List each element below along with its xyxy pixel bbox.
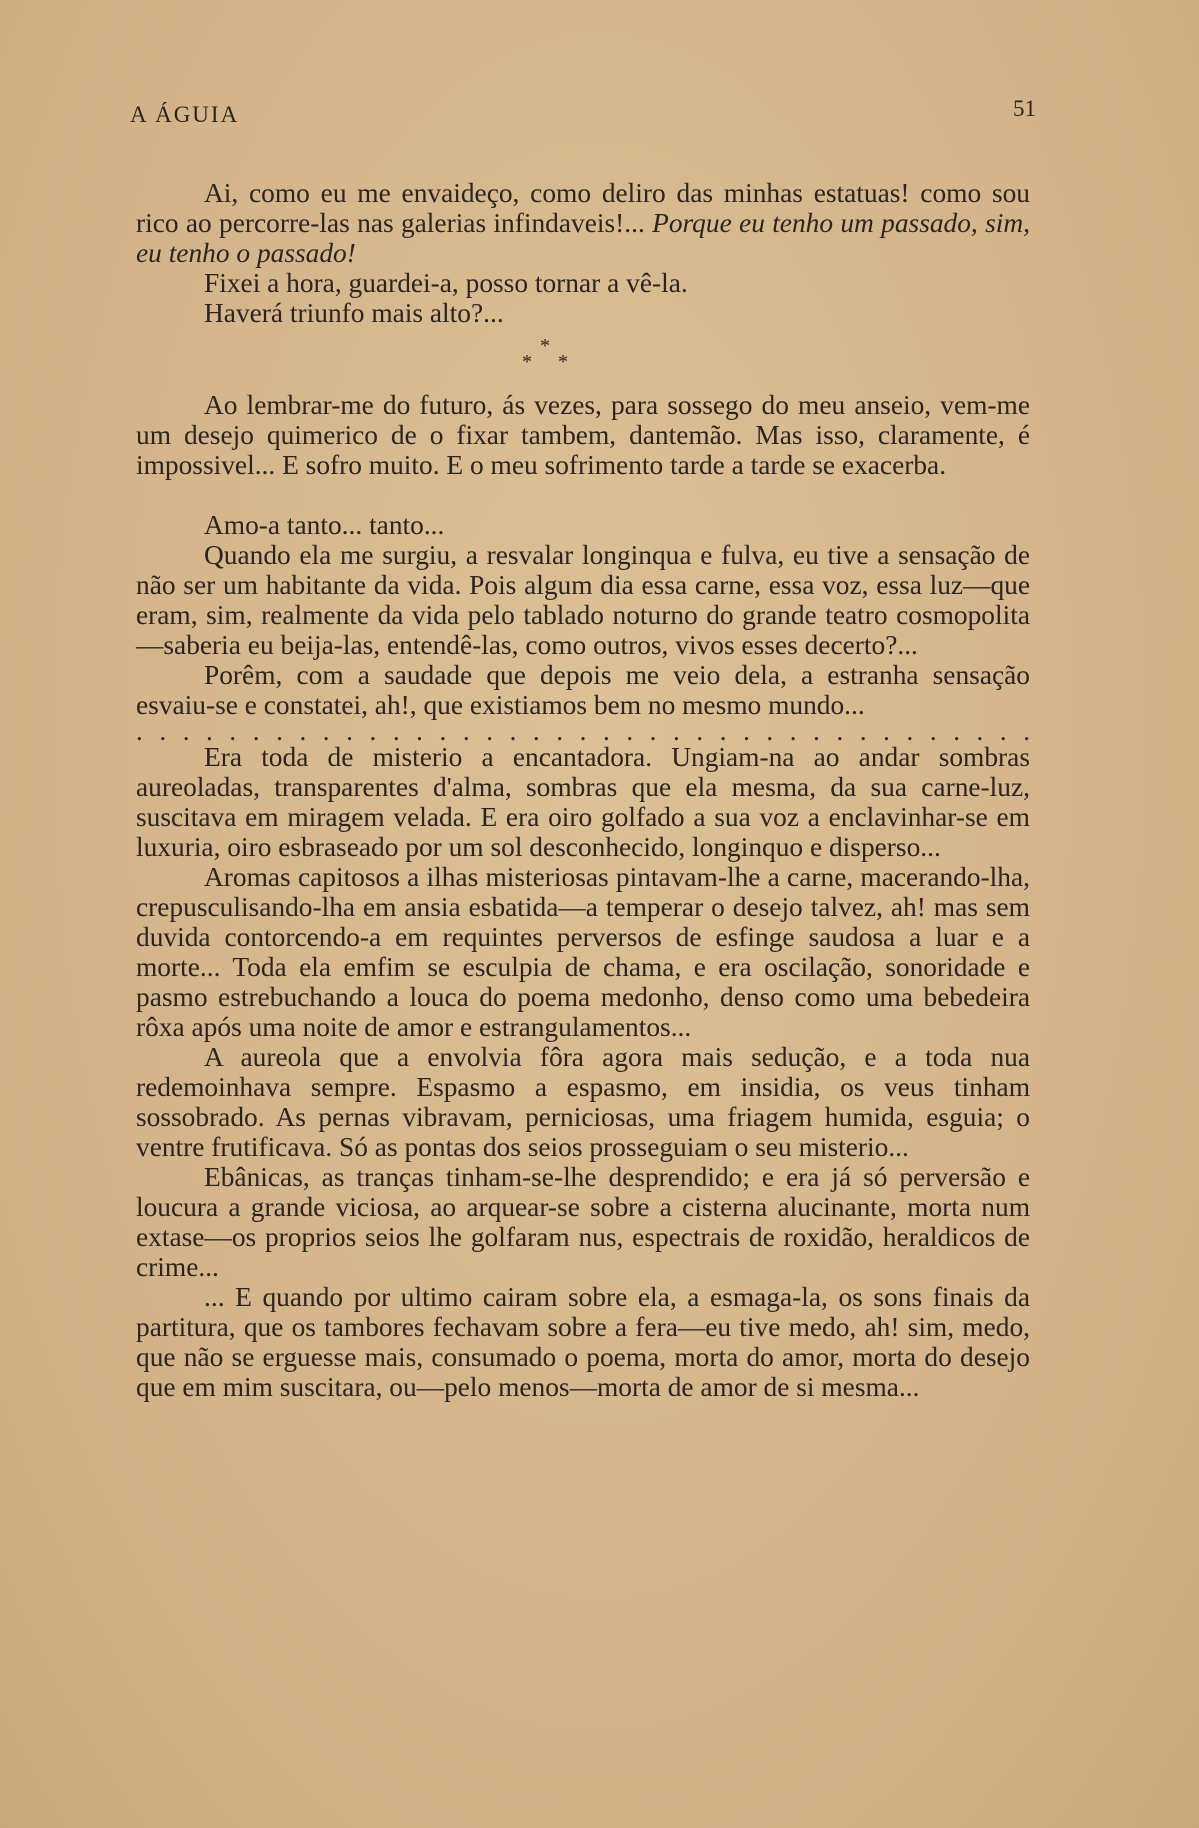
paragraph: Aromas capitosos a ilhas misteriosas pintavam-lhe a carne, macerando-lha, crepusculisando-lha em ansia esbatida—a temperar o desejo talvez, ah! mas sem duvida contorcendo-a em requintes perversos de esfinge saudosa a luar e a morte... Toda ela emfim se esculpia de chama, e era oscilação, sonoridade e pasmo estrebuchando a louca do poema medonho, denso como uma bebedeira rôxa após uma noite de amor e estrangulamentos... — [136, 862, 1030, 1042]
italic-phrase: Porque eu tenho um passado, sim, eu tenho o passado! — [136, 208, 1030, 268]
paragraph: A aureola que a envolvia fôra agora mais sedução, e a toda nua redemoinhava sempre. Espasmo a espasmo, em insidia, os veus tinham sossobrado. As pernas vibravam, perniciosas, uma friagem humida, esguia; o ventre frutificava. Só as pontas dos seios prosseguiam o seu misterio... — [136, 1042, 1030, 1162]
asterisk: * — [522, 351, 532, 373]
paragraph: Era toda de misterio a encantadora. Ungiam-na ao andar sombras aureoladas, transparentes d'alma, sombras que ela mesma, da sua carne-luz, suscitava em miragem velada. E era oiro golfado a sua voz a enclavinhar-se em luxuria, oiro esbraseado por um sol desconhecido, longinquo e disperso... — [136, 742, 1030, 862]
dotted-separator: . . . . . . . . . . . . . . . . . . . . . . . . . . . . . . . . . . . . . . . — [136, 720, 1030, 742]
page-number: 51 — [1013, 96, 1036, 121]
paragraph: Amo-a tanto... tanto... — [204, 510, 445, 540]
paragraph: Porêm, com a saudade que depois me veio dela, a estranha sensação esvaiu-se e constatei, ah!, que existiamos bem no mesmo mundo... — [136, 660, 1030, 720]
paragraph: Ao lembrar-me do futuro, ás vezes, para sossego do meu anseio, vem-me um desejo quimerico de o fixar tambem, dantemão. Mas isso, claramente, é impossivel... E sofro muito. E o meu sofrimento tarde a tarde se exacerba. — [136, 390, 1030, 480]
paragraph: Quando ela me surgiu, a resvalar longinqua e fulva, eu tive a sensação de não ser um habitante da vida. Pois algum dia essa carne, essa voz, essa luz—que eram, sim, realmente da vida pelo tablado noturno do grande teatro cosmopolita—saberia eu beija-las, entendê-las, como outros, vivos esses decerto?... — [136, 540, 1030, 660]
body-text — [136, 178, 1030, 1402]
paragraph: Ebânicas, as tranças tinham-se-lhe desprendido; e era já só perversão e loucura a grande viciosa, ao arquear-se sobre a cisterna alucinante, morta num extase—os proprios seios lhe golfaram nus, espectrais de roxidão, heraldicos de crime... — [136, 1162, 1030, 1282]
asterisk: * — [540, 335, 550, 357]
running-title: A ÁGUIA — [130, 102, 240, 127]
section-separator — [136, 328, 1030, 390]
paragraph: Fixei a hora, guardei-a, posso tornar a vê-la. — [204, 268, 688, 298]
paragraph: Ai, como eu me envaideço, como deliro das minhas estatuas! como sou rico ao percorre-las nas galerias infindaveis!... Porque eu tenho um passado, sim, eu tenho o passado! — [136, 178, 1030, 268]
paragraph: Haverá triunfo mais alto?... — [204, 298, 504, 328]
paragraph: ... E quando por ultimo cairam sobre ela, a esmaga-la, os sons finais da partitura, que os tambores fechavam sobre a fera—eu tive medo, ah! sim, medo, que não se erguesse mais, consumado o poema, morta do amor, morta do desejo que em mim suscitara, ou—pelo menos—morta de amor de si mesma... — [136, 1282, 1030, 1402]
page-header — [130, 92, 1036, 132]
asterisk: * — [558, 351, 568, 373]
